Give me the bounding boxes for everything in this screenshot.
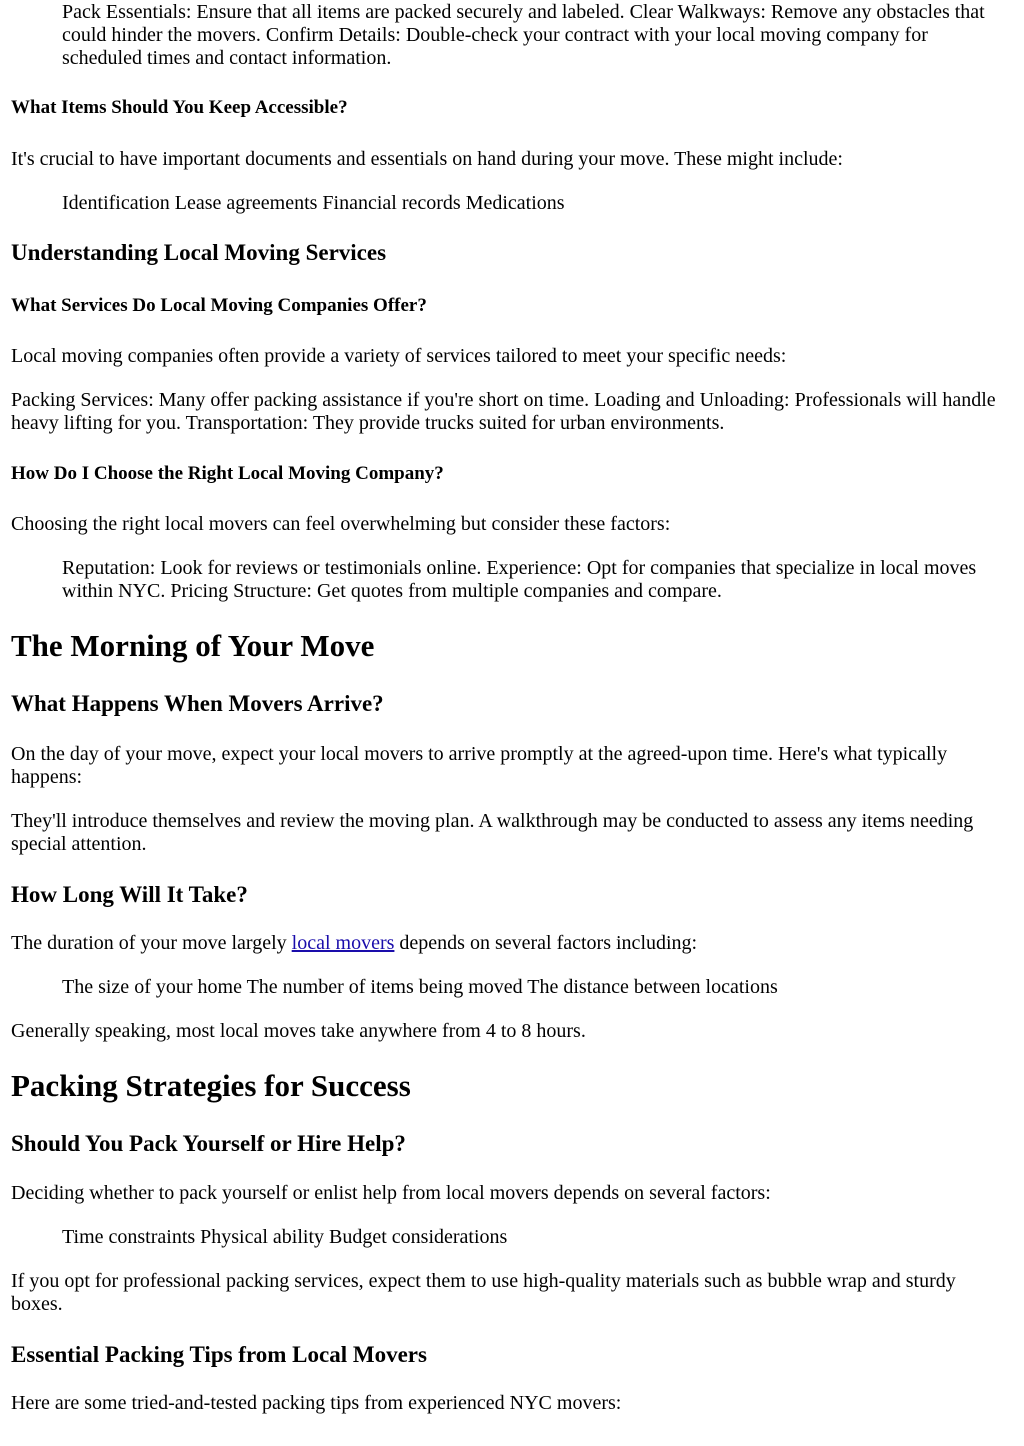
paragraph-introduce: They'll introduce themselves and review the moving plan. A walkthrough may be conducted to assess any items needing special attention. — [11, 810, 974, 855]
paragraph-services-list: Packing Services: Many offer packing assistance if you're short on time. Loading and Unloading: Professionals will handle heavy lifting for you. Transportation: They provide trucks suited for urban environments. — [11, 389, 996, 434]
heading-understanding-services: Understanding Local Moving Services — [11, 240, 387, 265]
list-pack-essentials: Pack Essentials: Ensure that all items are packed securely and labeled. Clear Walkways: Remove any obstacles that could hinder the movers. Confirm Details: Double-check your contract with your local moving company for scheduled times and contact information. — [62, 1, 985, 69]
paragraph-duration — [11, 932, 1011, 955]
list-constraints: Time constraints Physical ability Budget considerations — [62, 1226, 508, 1248]
local-movers-link[interactable]: local movers — [291, 932, 395, 954]
paragraph-choose-intro: Choosing the right local movers can feel overwhelming but consider these factors: — [11, 513, 671, 535]
heading-movers-arrive: What Happens When Movers Arrive? — [11, 691, 384, 716]
paragraph-documents: It's crucial to have important documents and essentials on hand during your move. These might include: — [11, 148, 843, 170]
heading-morning-of-move: The Morning of Your Move — [11, 628, 375, 663]
heading-pack-or-hire: Should You Pack Yourself or Hire Help? — [11, 1131, 406, 1156]
paragraph-arrival: On the day of your move, expect your local movers to arrive promptly at the agreed-upon time. Here's what typically happens: — [11, 743, 948, 788]
heading-packing-strategies: Packing Strategies for Success — [11, 1068, 411, 1103]
paragraph-tips-intro: Here are some tried-and-tested packing tips from experienced NYC movers: — [11, 1392, 622, 1414]
list-documents: Identification Lease agreements Financial records Medications — [62, 192, 565, 214]
list-choose-factors: Reputation: Look for reviews or testimonials online. Experience: Opt for companies that specialize in local moves within NYC. Pricing Structure: Get quotes from multiple companies and compare. — [62, 557, 977, 602]
heading-essential-tips: Essential Packing Tips from Local Movers — [11, 1342, 427, 1367]
heading-how-long: How Long Will It Take? — [11, 882, 248, 907]
heading-services-offered: What Services Do Local Moving Companies Offer? — [11, 295, 427, 316]
duration-text-post: depends on several factors including: — [394, 932, 698, 954]
heading-keep-accessible: What Items Should You Keep Accessible? — [11, 97, 348, 118]
paragraph-professional-packing: If you opt for professional packing services, expect them to use high-quality materials such as bubble wrap and sturdy boxes. — [11, 1270, 956, 1315]
paragraph-hours: Generally speaking, most local moves take anywhere from 4 to 8 hours. — [11, 1020, 586, 1042]
heading-choose-company: How Do I Choose the Right Local Moving Company? — [11, 463, 444, 484]
paragraph-services-intro: Local moving companies often provide a variety of services tailored to meet your specific needs: — [11, 345, 787, 367]
paragraph-deciding: Deciding whether to pack yourself or enlist help from local movers depends on several factors: — [11, 1182, 771, 1204]
duration-text-pre: The duration of your move largely — [11, 932, 292, 954]
list-duration-factors: The size of your home The number of items being moved The distance between locations — [62, 976, 778, 998]
